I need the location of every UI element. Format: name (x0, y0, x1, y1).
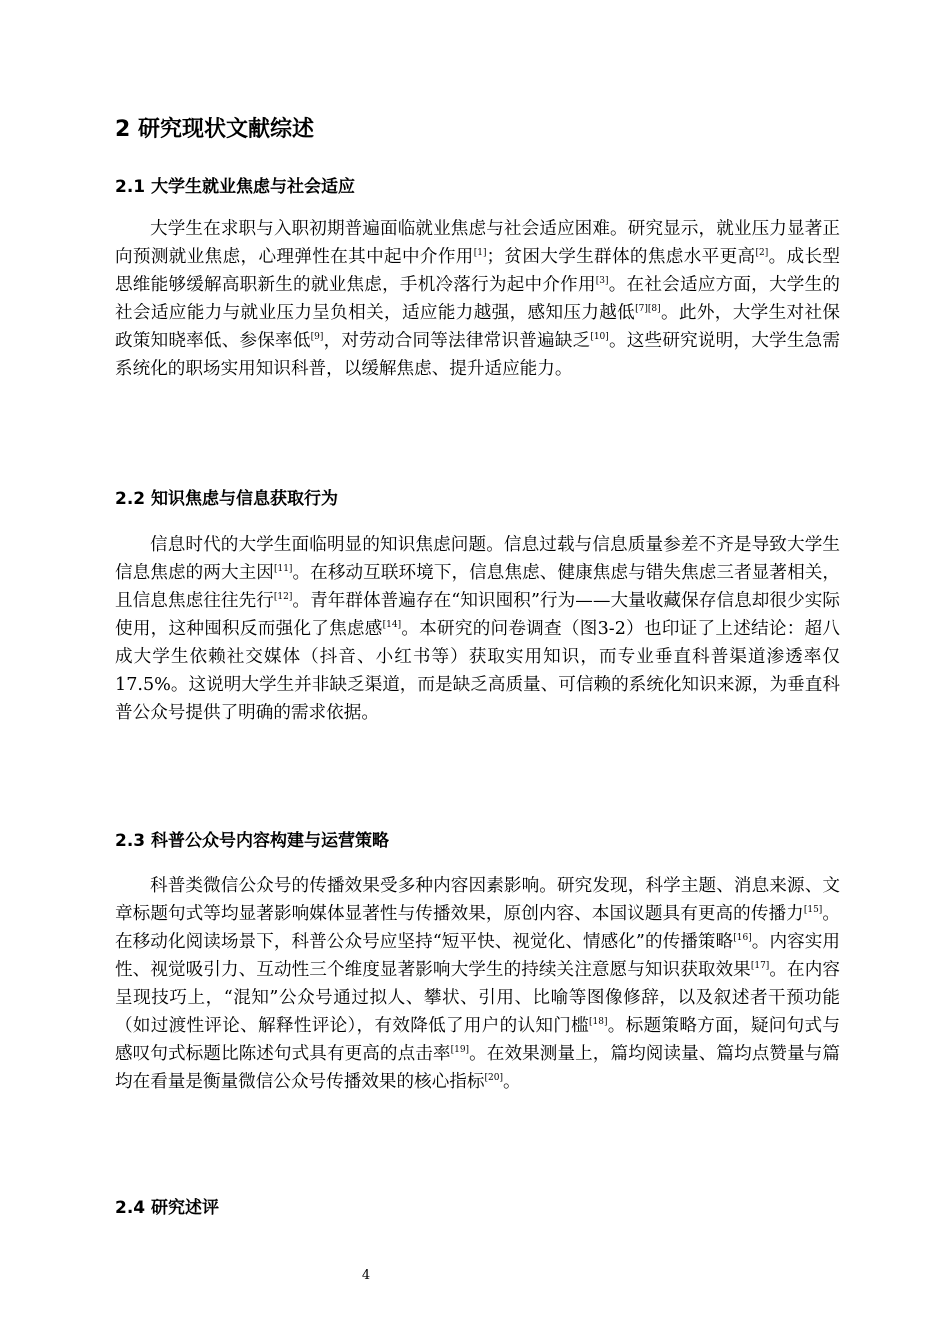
citation-marker: [18] (589, 1017, 608, 1028)
paragraph-text: 。 (502, 1072, 521, 1092)
paragraph-text: 。标题策略方面，疑问句式与感叹句式标题比陈述句式具有更高的点击率 (115, 1016, 840, 1064)
citation-marker: [7][8] (635, 304, 661, 315)
section-heading-2-2: 2.2 知识焦虑与信息获取行为 (115, 489, 339, 509)
chapter-heading: 2 研究现状文献综述 (115, 117, 314, 142)
citation-marker: [17] (750, 961, 770, 972)
paragraph-text: 。在移动化阅读场景下，科普公众号应坚持“短平快、视觉化、情感化”的传播策略 (115, 904, 840, 952)
paragraph-text: ；贫困大学生群体的焦虑水平更高 (486, 247, 756, 267)
paragraph-text: ，对劳动合同等法律常识普遍缺乏 (323, 331, 591, 351)
citation-marker: [14] (382, 620, 402, 631)
paragraph-text: 科普类微信公众号的传播效果受多种内容因素影响。研究发现，科学主题、消息来源、文章标题句式等均显著影响媒体显著性与传播效果，原创内容、本国议题具有更高的传播力 (115, 876, 840, 924)
section-2-1-paragraph (115, 215, 840, 383)
paragraph-text: 。在社会适应方面，大学生的社会适应能力与就业压力呈负相关，适应能力越强，感知压力越低 (115, 275, 840, 323)
citation-marker: [16] (733, 933, 752, 944)
citation-marker: [11] (273, 564, 293, 575)
citation-marker: [19] (450, 1045, 470, 1056)
section-2-2-paragraph (115, 531, 840, 727)
citation-marker: [10] (590, 332, 609, 343)
citation-marker: [9] (310, 332, 324, 343)
paragraph-text: 。在移动互联环境下，信息焦虑、健康焦虑与错失焦虑三者显著相关，且信息焦虑往往先行 (115, 563, 840, 611)
section-heading-2-3: 2.3 科普公众号内容构建与运营策略 (115, 831, 390, 851)
paragraph-text: 。在效果测量上，篇均阅读量、篇均点赞量与篇均在看量是衡量微信公众号传播效果的核心指标 (115, 1044, 840, 1092)
paragraph-text: 大学生在求职与入职初期普遍面临就业焦虑与社会适应困难。研究显示，就业压力显著正向预测就业焦虑，心理弹性在其中起中介作用 (115, 219, 840, 267)
page-number: 4 (361, 1268, 371, 1283)
citation-marker: [2] (755, 248, 769, 259)
citation-marker: [1] (473, 248, 487, 259)
paragraph-text: 。内容实用性、视觉吸引力、互动性三个维度显著影响大学生的持续关注意愿与知识获取效果 (115, 932, 840, 980)
paragraph-text: 。本研究的问卷调查（图3-2）也印证了上述结论：超八成大学生依赖社交媒体（抖音、小红书等）获取实用知识，而专业垂直科普渠道渗透率仅17.5%。这说明大学生并非缺乏渠道，而是缺乏高质量、可信赖的系统化知识来源，为垂直科普公众号提供了明确的需求依据。 (115, 619, 840, 723)
paragraph-text: 。青年群体普遍存在“知识囤积”行为——大量收藏保存信息却很少实际使用，这种囤积反而强化了焦虑感 (115, 591, 840, 639)
section-2-3-paragraph (115, 872, 840, 1096)
citation-marker: [15] (803, 905, 823, 916)
paragraph-text: 。这些研究说明，大学生急需系统化的职场实用知识科普，以缓解焦虑、提升适应能力。 (115, 331, 840, 379)
paragraph-text: 。此外，大学生对社保政策知晓率低、参保率低 (115, 303, 840, 351)
paragraph-text: 。成长型思维能够缓解高职新生的就业焦虑，手机冷落行为起中介作用 (115, 247, 840, 295)
section-heading-2-4: 2.4 研究述评 (115, 1198, 220, 1218)
paragraph-text: 信息时代的大学生面临明显的知识焦虑问题。信息过载与信息质量参差不齐是导致大学生信息焦虑的两大主因 (115, 535, 840, 583)
citation-marker: [3] (595, 276, 609, 287)
citation-marker: [12] (273, 592, 293, 603)
section-heading-2-1: 2.1 大学生就业焦虑与社会适应 (115, 177, 356, 197)
citation-marker: [20] (484, 1073, 503, 1084)
paragraph-text: 。在内容呈现技巧上，“混知”公众号通过拟人、攀状、引用、比喻等图像修辞，以及叙述者干预功能（如过渡性评论、解释性评论），有效降低了用户的认知门槛 (115, 960, 840, 1036)
